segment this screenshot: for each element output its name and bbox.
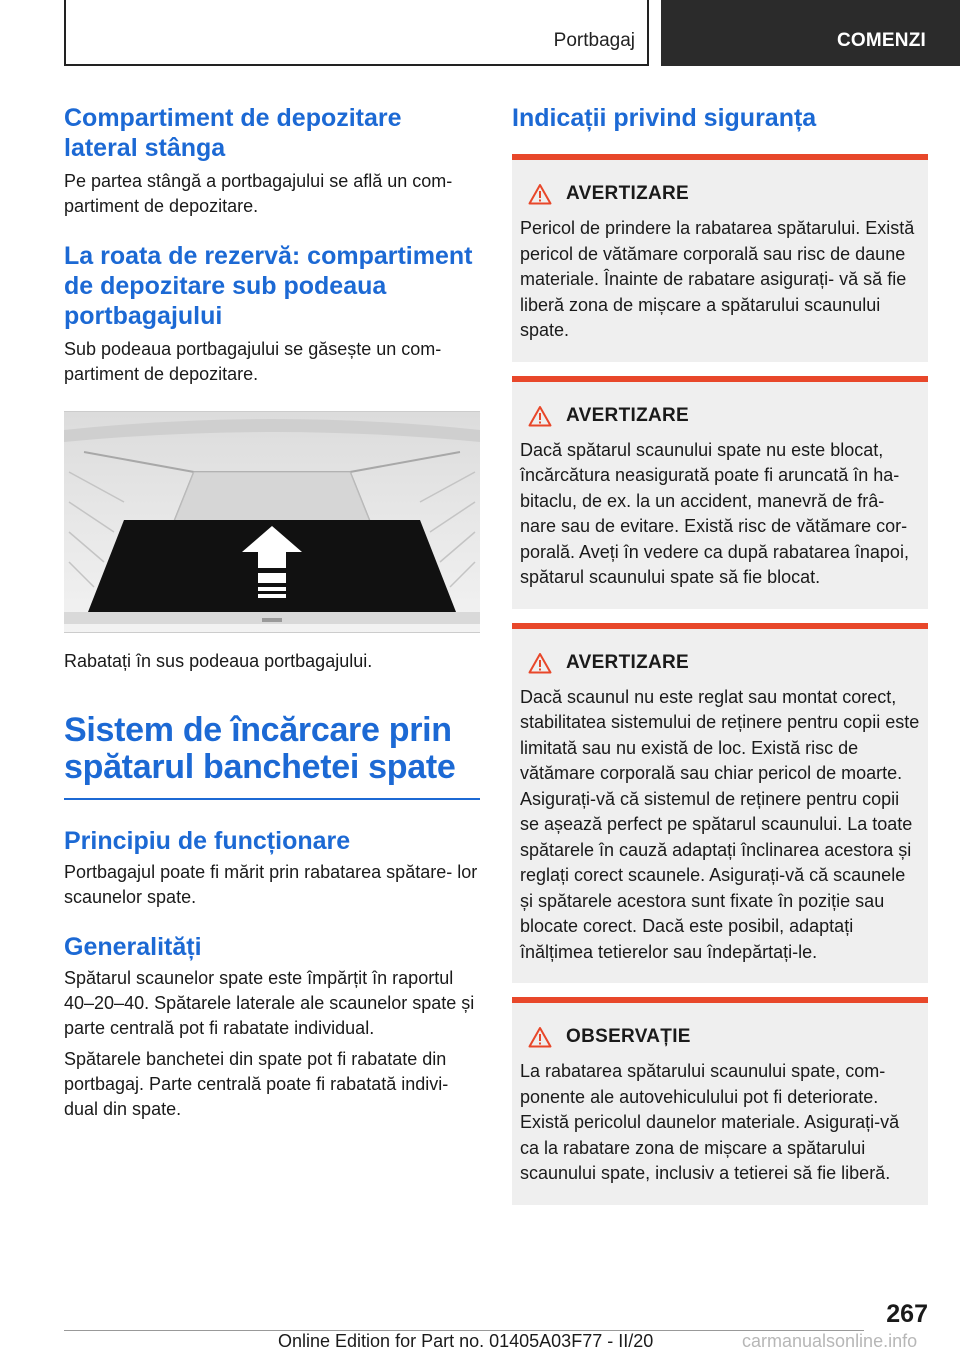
trunk-floor-image xyxy=(64,411,480,633)
heading-general: Generalități xyxy=(64,933,202,961)
page-number: 267 xyxy=(886,1300,928,1328)
warning-triangle-icon xyxy=(528,1026,552,1048)
paragraph-general-1: Spătarul scaunelor spate este împărțit în raportul 40–20–40. Spătarele laterale ale scaunelor spate și parte centrală pot fi rabatate individual. xyxy=(64,968,475,1038)
chapter-title: COMENZI xyxy=(836,30,926,51)
warning-text: Dacă scaunul nu este reglat sau montat corect, stabilitatea sistemului de reținere pentru copii este limitată sau nu există de loc. Există risc de vătămare corporală sau chiar pericol de moarte. Asigurați-vă că sistemul de reținere pentru copii se așează perfect pe spătarul scaunului. La toate spătarele în cauză adaptați înclinarea acestora și reglați corect scaunele. Asigurați-vă că scaunele și spătarele acestora sunt fixate în poziție sau blocate corect. Dacă este posibil, adaptați înălțimea tetierelor sau îndepărtați-le. xyxy=(520,686,920,962)
section-main-title: Sistem de încărcare prin spătarul banchetei spate xyxy=(64,711,456,786)
heading-spare-wheel: La roata de rezervă: compartiment de depozitare sub podeaua portbagajului xyxy=(64,242,473,330)
heading-side-compartment: Compartiment de depozitare lateral stânga xyxy=(64,104,402,162)
paragraph-general-2: Spătarele banchetei din spate pot fi rabatate din portbagaj. Parte centrală poate fi rabatată indivi- dual din spate. xyxy=(64,1049,449,1119)
warning-text: Dacă spătarul scaunului spate nu este blocat, încărcătura neasigurată poate fi aruncată în ha- bitaclu, de ex. la un accident, manevră de frâ- nare sau de evitare. Există risc de vătămare cor- porală. Aveți în vedere ca după rabatarea înapoi, spătarul scaunului spate să fie blocat. xyxy=(520,439,909,587)
section-title: Portbagaj xyxy=(553,30,635,51)
footer-watermark: carmanualsonline.info xyxy=(742,1331,918,1351)
chapter-tab xyxy=(661,0,960,66)
warning-label: AVERTIZARE xyxy=(566,404,689,426)
image-caption: Rabatați în sus podeaua portbagajului. xyxy=(64,651,373,671)
title-divider xyxy=(64,798,480,800)
heading-principle: Principiu de funcționare xyxy=(64,827,351,855)
notice-box xyxy=(512,997,928,1205)
notice-text: La rabatarea spătarului scaunului spate, com- ponente ale autovehiculului pot fi deteriorate. Există pericolul daunelor materiale. Asigurați-vă ca la rabatare zona de mișcare a spătarului scaunului spate, inclusiv a tetierei să fie liberă. xyxy=(520,1061,900,1183)
footer-edition: Online Edition for Part no. 01405A03F77 - II/20 xyxy=(278,1331,654,1351)
warning-label: AVERTIZARE xyxy=(566,651,689,673)
paragraph-spare-wheel: Sub podeaua portbagajului se găsește un com- partiment de depozitare. xyxy=(64,339,442,384)
heading-safety: Indicații privind siguranța xyxy=(512,104,817,132)
trunk-illustration xyxy=(64,412,480,633)
warning-text: Pericol de prindere la rabatarea spătarului. Există pericol de vătămare corporală sau risc de daune materiale. Înainte de rabatare asigurați- vă să fie liberă zona de mișcare a spătarului scaunului spate. xyxy=(520,218,915,340)
header-section-box xyxy=(64,0,649,66)
warning-label: AVERTIZARE xyxy=(566,183,689,204)
warning-box-3 xyxy=(512,623,928,984)
warning-box-2 xyxy=(512,376,928,609)
warning-triangle-icon xyxy=(528,405,552,427)
warning-triangle-icon xyxy=(528,183,552,205)
left-column xyxy=(64,103,480,1122)
right-column xyxy=(512,103,928,1205)
notice-label: OBSERVAȚIE xyxy=(566,1026,691,1047)
warning-box-1 xyxy=(512,154,928,362)
paragraph-principle: Portbagajul poate fi mărit prin rabatarea spătare- lor scaunelor spate. xyxy=(64,862,478,907)
paragraph-side-compartment: Pe partea stângă a portbagajului se află un com- partiment de depozitare. xyxy=(64,171,453,216)
warning-triangle-icon xyxy=(528,652,552,674)
